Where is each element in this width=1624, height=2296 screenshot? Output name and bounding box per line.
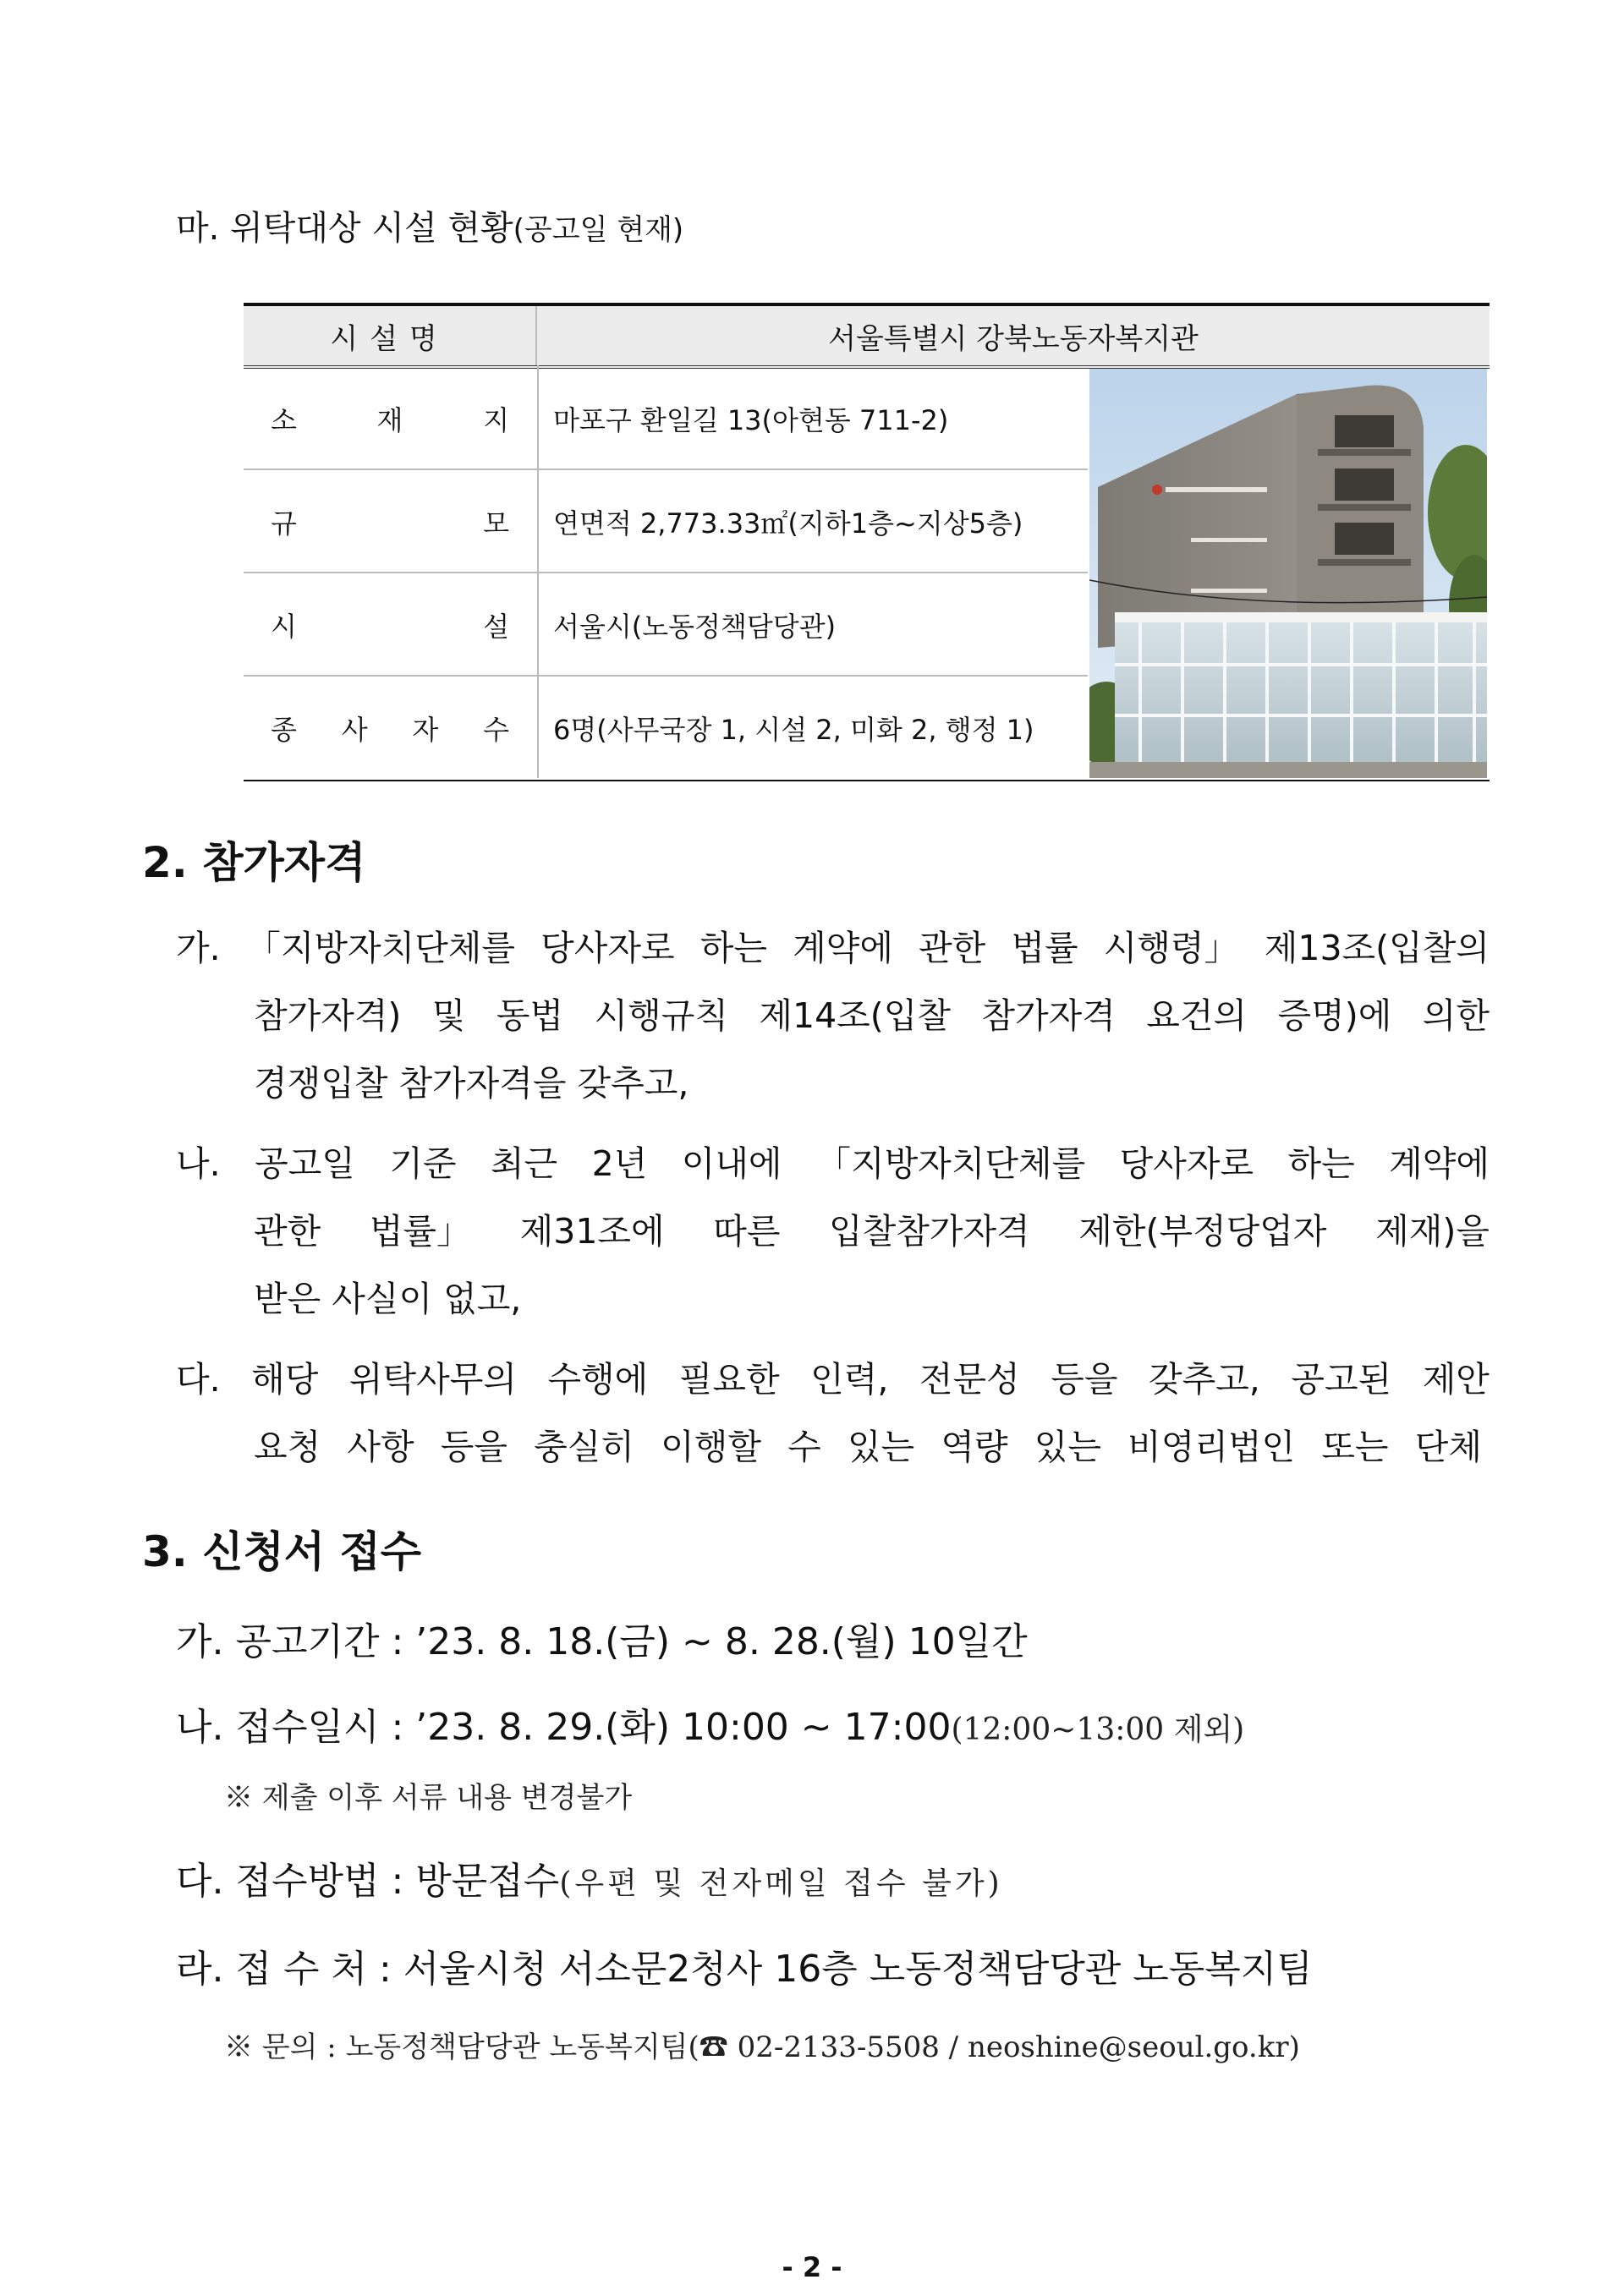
word: 가. (176, 928, 221, 968)
header-value: 서울특별시 강북노동자복지관 (828, 321, 1199, 356)
word: 이내에 (681, 1143, 782, 1184)
section-3-method (176, 1850, 1003, 1904)
word: 하는 (700, 928, 767, 968)
word: 수 (787, 1427, 821, 1467)
word: 등을 (1051, 1359, 1118, 1400)
word: 참가자격 (981, 995, 1116, 1036)
method-main: 다. 접수방법 : 방문접수 (176, 1860, 560, 1903)
word: 증명)에 (1277, 995, 1392, 1036)
row-label-char: 소 (271, 404, 297, 436)
section-3-receipt-time (176, 1696, 1244, 1751)
row-label (271, 573, 509, 677)
word: 제한(부정당업자 (1078, 1211, 1327, 1252)
word: 또는 (1321, 1427, 1389, 1467)
word: 역량 (941, 1427, 1008, 1467)
word: 및 (431, 995, 466, 1036)
table-row (244, 573, 1088, 677)
word: 기준 (389, 1143, 457, 1184)
row-value: 연면적 2,773.33㎡(지하1층~지상5층) (553, 507, 1023, 540)
word: 등을 (440, 1427, 508, 1467)
word: 관한 (254, 1211, 321, 1252)
word: 계약에 (793, 928, 893, 968)
section-3-location: 라. 접 수 처 : 서울시청 서소문2청사 16층 노동정책담당관 노동복지팀 (176, 1948, 1313, 1991)
section-2-item-ga-line-3: 경쟁입찰 참가자격을 갖추고, (254, 1063, 689, 1104)
row-label-char: 모 (483, 507, 509, 540)
row-label (271, 470, 509, 573)
header-label: 시설명 (244, 306, 537, 365)
page-number: - 2 - (782, 2251, 842, 2283)
row-label-char: 시 (271, 611, 297, 643)
word: 전문성 (919, 1359, 1020, 1400)
section-2-item-na-line-3: 받은 사실이 없고, (254, 1279, 522, 1319)
section-2-item-na-line-1 (176, 1136, 1490, 1186)
section-3-period: 가. 공고기간 : ’23. 8. 18.(금) ~ 8. 28.(월) 10일간 (176, 1620, 1028, 1663)
word: 수행에 (547, 1359, 649, 1400)
word: 제31조에 (519, 1211, 665, 1252)
word: 있는 (1034, 1427, 1101, 1467)
section-ma-title (176, 201, 683, 249)
word: 2년 (591, 1143, 648, 1184)
row-label-char: 사 (341, 714, 368, 746)
section-ma-title-main: 마. 위탁대상 시설 현황 (176, 209, 513, 248)
table-row (244, 367, 1088, 470)
section-ma-title-sub: (공고일 현재) (513, 213, 684, 247)
row-label-char: 지 (483, 404, 509, 436)
word: 공고된 (1291, 1359, 1392, 1400)
section-3-contact: ※ 문의 : 노동정책담당관 노동복지팀(☎ 02-2133-5508 / neoshine@seoul.go.kr) (224, 2030, 1300, 2064)
receipt-time-sub: (12:00~13:00 제외) (951, 1712, 1245, 1747)
method-sub: (우편 및 전자메일 접수 불가) (559, 1866, 1003, 1901)
row-label-char: 규 (271, 507, 297, 540)
section-2-item-ga-line-1 (176, 920, 1490, 970)
table-row (244, 470, 1088, 573)
section-2-item-na-line-2 (254, 1203, 1490, 1253)
building-photo (1089, 369, 1487, 778)
section-3-heading: 3. 신청서 접수 (142, 1527, 422, 1576)
word: 제재)을 (1375, 1211, 1490, 1252)
row-label (271, 367, 509, 470)
word: 법률 (1011, 928, 1078, 968)
row-label-char: 종 (271, 714, 297, 746)
word: 최근 (490, 1143, 558, 1184)
word: 하는 (1287, 1143, 1355, 1184)
row-value: 6명(사무국장 1, 시설 2, 미화 2, 행정 1) (553, 714, 1034, 746)
word: 관한 (919, 928, 986, 968)
word: 시행규칙 (594, 995, 728, 1036)
word: 위탁사무의 (348, 1359, 517, 1400)
word: 요건의 (1146, 995, 1248, 1036)
word: 요청 (254, 1427, 321, 1467)
word: 갖추고, (1148, 1359, 1260, 1400)
word: 해당 (251, 1359, 319, 1400)
word: 사항 (347, 1427, 414, 1467)
word: 제13조(입찰의 (1264, 928, 1490, 968)
row-label-char: 수 (483, 714, 509, 746)
section-2-item-da-line-2 (254, 1419, 1482, 1469)
word: 의한 (1422, 995, 1490, 1036)
word: 제14조(입찰 (759, 995, 951, 1036)
word: 나. (176, 1143, 221, 1184)
facility-table-header (244, 306, 1490, 369)
word: 이행할 (661, 1427, 761, 1467)
word: 법률」 (369, 1211, 472, 1252)
word: 시행령」 (1103, 928, 1239, 968)
table-row (244, 677, 1088, 780)
word: 있는 (847, 1427, 915, 1467)
facility-table (244, 303, 1490, 781)
word: 단체 (1414, 1427, 1482, 1467)
word: 따른 (713, 1211, 781, 1252)
section-2-heading: 2. 참가자격 (142, 838, 366, 887)
word: 다. (176, 1359, 221, 1400)
word: 입찰참가자격 (829, 1211, 1030, 1252)
word: 충실히 (534, 1427, 634, 1467)
word: 제안 (1422, 1359, 1490, 1400)
word: 계약에 (1389, 1143, 1490, 1184)
word: 인력, (810, 1359, 889, 1400)
row-label-char: 재 (376, 404, 403, 436)
word: 필요한 (678, 1359, 780, 1400)
row-value: 마포구 환일길 13(아현동 711-2) (553, 404, 949, 436)
row-label-char: 자 (412, 714, 439, 746)
word: 「지방자치단체를 (245, 928, 516, 968)
word: 당사자로 (1119, 1143, 1254, 1184)
word: 「지방자치단체를 (815, 1143, 1086, 1184)
word: 당사자로 (540, 928, 675, 968)
receipt-time-main: 나. 접수일시 : ’23. 8. 29.(화) 10:00 ~ 17:00 (176, 1706, 952, 1749)
row-value: 서울시(노동정책담당관) (553, 611, 837, 643)
word: 참가자격) (254, 995, 402, 1036)
section-3-note: ※ 제출 이후 서류 내용 변경불가 (224, 1781, 633, 1815)
section-2-item-da-line-1 (176, 1351, 1490, 1401)
word: 비영리법인 (1127, 1427, 1296, 1467)
row-label (271, 677, 509, 780)
row-label-char: 설 (483, 611, 509, 643)
section-2-item-ga-line-2 (254, 988, 1490, 1038)
word: 동법 (496, 995, 564, 1036)
word: 공고일 (255, 1143, 355, 1184)
